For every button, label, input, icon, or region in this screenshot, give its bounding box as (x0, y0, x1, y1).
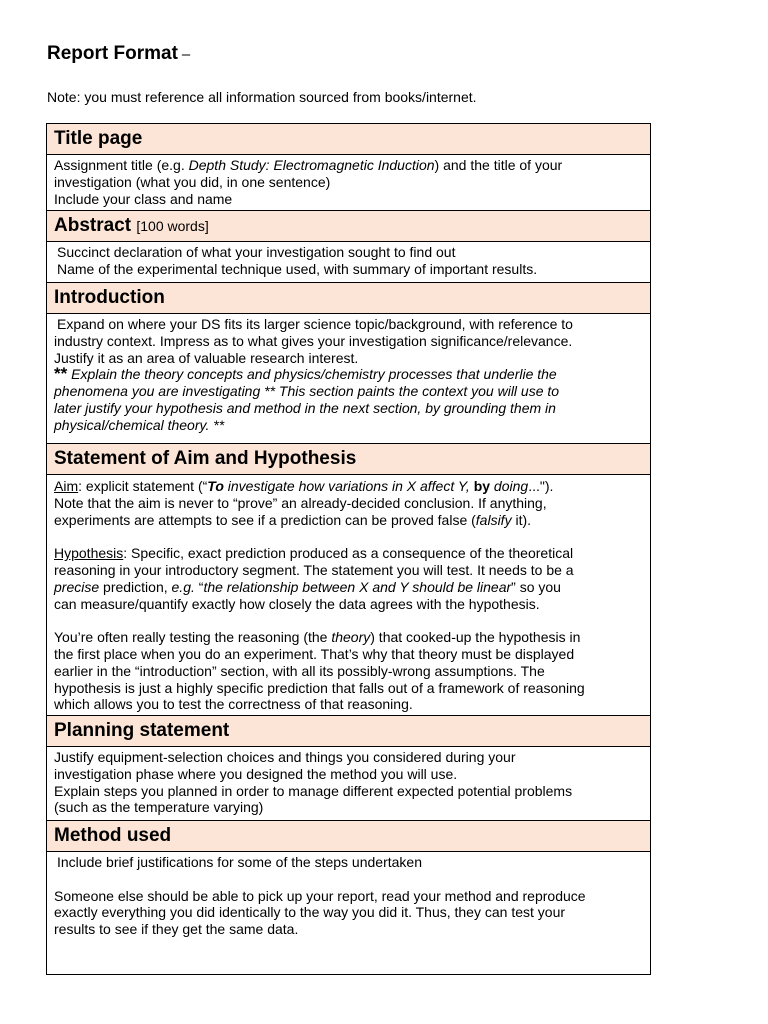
introduction-body: Expand on where your DS fits its larger science topic/background, with reference to industry context. Impress as to what gives your investigation significance/relevance. Justify it as an area of valuable research interest. ** Explain the theory concepts and physics/chemistry processes that underlie the phenomena you are investigating ** This section paints the context you will use to later justify your hypothesis and method in the next section, by grounding them in physical/chemical theory. ** (47, 314, 650, 444)
abstract-body: Succinct declaration of what your investigation sought to find out Name of the experimental technique used, with summary of important results. (47, 242, 650, 283)
method-header (47, 821, 650, 852)
planning-body: Justify equipment-selection choices and things you considered during your investigation phase where you designed the method you will use. Explain steps you planned in order to manage different expected potential problems (such as the temperature varying) (47, 747, 650, 821)
method-body: Include brief justifications for some of the steps undertaken Someone else should be able to pick up your report, read your method and reproduce exactly everything you did identically to the way you did it. Thus, they can test your results to see if they get the same data. (54, 854, 586, 938)
planning-heading: Planning statement (54, 720, 230, 741)
report-format-table (46, 123, 651, 975)
method-heading: Method used (54, 825, 172, 846)
introduction-header (47, 283, 650, 314)
page-title: Report Format – (47, 43, 191, 64)
title-page-body: Assignment title (e.g. Depth Study: Electromagnetic Induction) and the title of your investigation (what you did, in one sentence) Include your class and name (47, 155, 650, 211)
aim-hypothesis-body: Aim: explicit statement (“To investigate how variations in X affect Y, by doing..."). Note that the aim is never to “prove” an already-decided conclusion. If anything, experiments are attempts to see if a prediction can be proved false (falsify it). Hypothesis: Specific, exact prediction produced as a consequence of the theoretical reasoning in your introductory segment. The statement you will test. It needs to be a precise prediction, e.g. “the relationship between X and Y should be linear” so you can measure/quantify exactly how closely the data agrees with the hypothesis. You’re often really testing the reasoning (the theory) that cooked-up the hypothesis in the first place when you do an experiment. That’s why that theory must be displayed earlier in the “introduction” section, with all its possibly-wrong assumptions. The hypothesis is just a highly specific prediction that falls out of a framework of reasoning which allows you to test the correctness of that reasoning. (47, 475, 650, 716)
title-page-heading: Title page (54, 128, 143, 149)
reference-note: Note: you must reference all information sourced from books/internet. (47, 89, 477, 105)
introduction-heading: Introduction (54, 287, 165, 308)
planning-header (47, 716, 650, 747)
aim-hypothesis-header (47, 444, 650, 475)
title-page-header (47, 124, 650, 155)
abstract-header (47, 211, 650, 242)
aim-hypothesis-heading: Statement of Aim and Hypothesis (54, 448, 357, 469)
title-dash: – (181, 46, 191, 63)
abstract-heading: Abstract [100 words] (54, 215, 209, 236)
